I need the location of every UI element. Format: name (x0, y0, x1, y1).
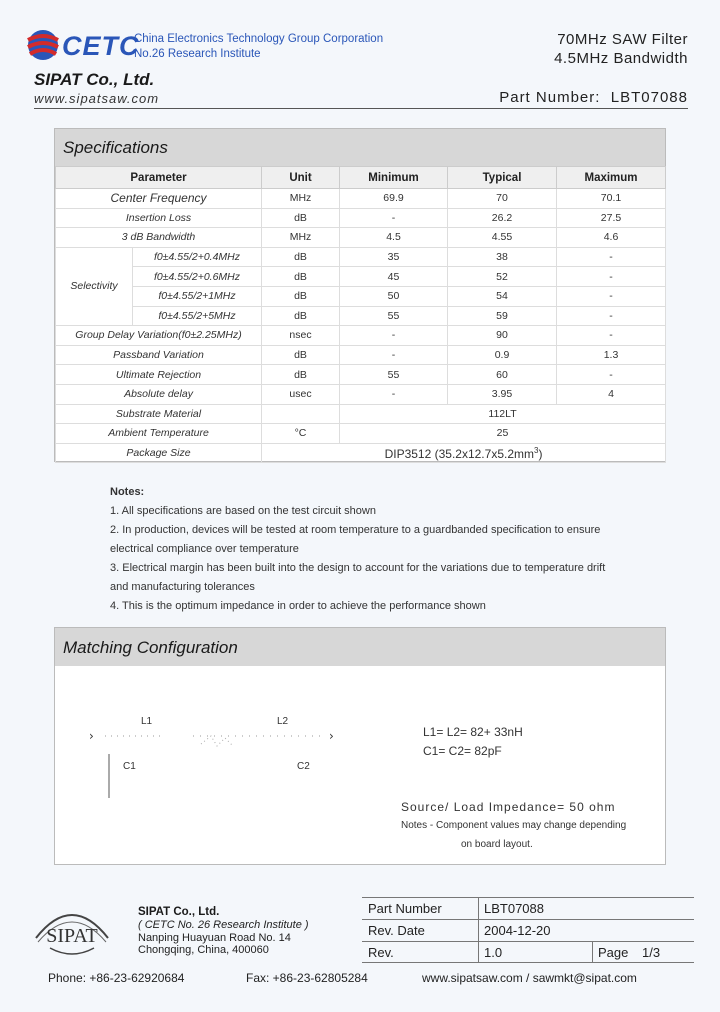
param-cell: Center Frequency (56, 189, 262, 209)
max-cell: 1.3 (557, 345, 666, 365)
max-cell: 4.6 (557, 228, 666, 248)
table-row (56, 424, 666, 444)
max-cell: - (557, 267, 666, 287)
part-number-header (499, 89, 688, 106)
unit-cell: nsec (262, 326, 340, 346)
matching-note-line1: Notes - Component values may change depending (401, 820, 627, 831)
typ-cell: 26.2 (448, 208, 557, 228)
divider (362, 941, 694, 942)
footer-revdate-value: 2004-12-20 (484, 923, 551, 938)
footer-page-label: Page (598, 945, 629, 960)
sipat-seal-logo (30, 898, 114, 962)
table-header-row (56, 167, 666, 189)
note-item: 1. All specifications are based on the test circuit shown (110, 505, 376, 517)
specifications-table (55, 166, 666, 463)
product-title-line1: 70MHz SAW Filter (557, 31, 688, 48)
specifications-title: Specifications (63, 138, 168, 157)
input-arrow: › (89, 729, 94, 743)
footer-rev-label: Rev. (368, 945, 394, 960)
ambient-value: 25 (340, 424, 666, 444)
unit-cell: MHz (262, 189, 340, 209)
footer-rev-value: 1.0 (484, 945, 503, 960)
min-cell: 45 (340, 267, 448, 287)
footer-address-line2: Chongqing, China, 400060 (138, 944, 269, 956)
selectivity-label: Selectivity (56, 247, 133, 325)
unit-cell: dB (262, 267, 340, 287)
table-row (56, 365, 666, 385)
selectivity-condition: f0±4.55/2+0.4MHz (133, 247, 262, 267)
unit-cell: dB (262, 365, 340, 385)
footer-address-line1: Nanping Huayuan Road No. 14 (138, 932, 291, 944)
l2-label: L2 (277, 716, 289, 727)
min-cell: 50 (340, 286, 448, 306)
max-cell: - (557, 326, 666, 346)
header-divider (34, 108, 688, 109)
matching-panel (54, 627, 666, 865)
package-size-close: ) (538, 446, 543, 461)
unit-cell: dB (262, 208, 340, 228)
specifications-panel (54, 128, 666, 462)
typ-cell: 60 (448, 365, 557, 385)
divider (478, 897, 479, 963)
matching-circuit-diagram (83, 708, 343, 808)
notes-title: Notes: (110, 486, 145, 498)
typ-cell: 59 (448, 306, 557, 326)
footer-page-value: 1/3 (642, 945, 661, 960)
table-row (56, 189, 666, 209)
note-item: 2. In production, devices will be tested at room temperature to a guardbanded specification to ensure (110, 524, 601, 536)
unit-cell: dB (262, 247, 340, 267)
max-cell: 4 (557, 384, 666, 404)
part-number-label: Part Number: (499, 89, 601, 106)
footer-institute: ( CETC No. 26 Research Institute ) (138, 919, 309, 931)
max-cell: - (557, 365, 666, 385)
param-cell: Ultimate Rejection (56, 365, 262, 385)
capacitor-values: C1= C2= 82pF (423, 744, 502, 758)
org-name-line2: No.26 Research Institute (134, 48, 261, 60)
saw-filter-symbol (201, 736, 233, 746)
unit-cell: °C (262, 424, 340, 444)
matching-note-line2: on board layout. (461, 839, 533, 850)
cetc-logo-icon (26, 28, 60, 62)
table-row (56, 286, 666, 306)
footer-fax: Fax: +86-23-62805284 (246, 971, 368, 985)
footer-info-table (362, 897, 694, 963)
param-cell: Substrate Material (56, 404, 262, 424)
col-header-typical: Typical (448, 167, 557, 189)
max-cell: 70.1 (557, 189, 666, 209)
unit-cell (262, 404, 340, 424)
table-row (56, 345, 666, 365)
footer-company: SIPAT Co., Ltd. (138, 906, 220, 918)
table-row (56, 306, 666, 326)
c1-label: C1 (123, 761, 136, 772)
table-row (56, 326, 666, 346)
unit-cell: usec (262, 384, 340, 404)
l1-label: L1 (141, 716, 153, 727)
min-cell: - (340, 345, 448, 365)
output-arrow: › (329, 729, 334, 743)
col-header-parameter: Parameter (56, 167, 262, 189)
max-cell: - (557, 286, 666, 306)
param-cell: Ambient Temperature (56, 424, 262, 444)
min-cell: - (340, 208, 448, 228)
min-cell: - (340, 326, 448, 346)
selectivity-condition: f0±4.55/2+5MHz (133, 306, 262, 326)
company-website[interactable]: www.sipatsaw.com (34, 91, 160, 106)
note-item: 3. Electrical margin has been built into the design to account for the variations due to temperature drift (110, 562, 606, 574)
note-item: electrical compliance over temperature (110, 543, 299, 555)
note-item: and manufacturing tolerances (110, 581, 255, 593)
note-item: 4. This is the optimum impedance in order to achieve the performance shown (110, 600, 486, 612)
param-cell: Insertion Loss (56, 208, 262, 228)
impedance-text: Source/ Load Impedance= 50 ohm (401, 800, 616, 814)
max-cell: 27.5 (557, 208, 666, 228)
divider (362, 897, 694, 898)
footer-web-email[interactable]: www.sipatsaw.com / sawmkt@sipat.com (422, 971, 637, 985)
cetc-logo-text: CETC (62, 31, 140, 61)
unit-cell: MHz (262, 228, 340, 248)
footer-part-value: LBT07088 (484, 901, 544, 916)
col-header-minimum: Minimum (340, 167, 448, 189)
table-row (56, 267, 666, 287)
max-cell: - (557, 247, 666, 267)
table-row (56, 247, 666, 267)
package-value (262, 443, 666, 463)
footer-phone: Phone: +86-23-62920684 (48, 971, 185, 985)
typ-cell: 54 (448, 286, 557, 306)
min-cell: 4.5 (340, 228, 448, 248)
matching-title: Matching Configuration (63, 638, 238, 657)
footer-part-label: Part Number (368, 901, 442, 916)
unit-cell: dB (262, 345, 340, 365)
package-size-sup: 3 (534, 445, 539, 455)
company-name: SIPAT Co., Ltd. (34, 70, 155, 89)
param-cell: Absolute delay (56, 384, 262, 404)
min-cell: - (340, 384, 448, 404)
typ-cell: 70 (448, 189, 557, 209)
param-cell: Group Delay Variation(f0±2.25MHz) (56, 326, 262, 346)
param-cell: 3 dB Bandwidth (56, 228, 262, 248)
typ-cell: 90 (448, 326, 557, 346)
min-cell: 35 (340, 247, 448, 267)
table-row (56, 228, 666, 248)
typ-cell: 4.55 (448, 228, 557, 248)
typ-cell: 3.95 (448, 384, 557, 404)
min-cell: 69.9 (340, 189, 448, 209)
typ-cell: 38 (448, 247, 557, 267)
divider (362, 919, 694, 920)
footer-revdate-label: Rev. Date (368, 923, 425, 938)
table-row (56, 443, 666, 463)
product-title-line2: 4.5MHz Bandwidth (554, 50, 688, 67)
min-cell: 55 (340, 365, 448, 385)
typ-cell: 0.9 (448, 345, 557, 365)
divider (592, 941, 593, 963)
unit-cell: dB (262, 286, 340, 306)
table-row (56, 404, 666, 424)
unit-cell: dB (262, 306, 340, 326)
divider (362, 962, 694, 963)
selectivity-condition: f0±4.55/2+0.6MHz (133, 267, 262, 287)
table-row (56, 384, 666, 404)
param-cell: Package Size (56, 443, 262, 463)
typ-cell: 52 (448, 267, 557, 287)
col-header-maximum: Maximum (557, 167, 666, 189)
org-name-line1: China Electronics Technology Group Corporation (134, 33, 384, 45)
matching-header (55, 628, 665, 666)
notes-section (110, 483, 630, 616)
param-cell: Passband Variation (56, 345, 262, 365)
min-cell: 55 (340, 306, 448, 326)
specifications-header (55, 129, 665, 166)
c2-label: C2 (297, 761, 310, 772)
part-number-value: LBT07088 (610, 89, 688, 106)
max-cell: - (557, 306, 666, 326)
substrate-value: 112LT (340, 404, 666, 424)
seal-text: SIPAT (46, 925, 98, 947)
inductor-values: L1= L2= 82+ 33nH (423, 725, 523, 739)
col-header-unit: Unit (262, 167, 340, 189)
table-row (56, 208, 666, 228)
selectivity-condition: f0±4.55/2+1MHz (133, 286, 262, 306)
package-size-text: DIP3512 (35.2x12.7x5.2mm (384, 446, 534, 461)
